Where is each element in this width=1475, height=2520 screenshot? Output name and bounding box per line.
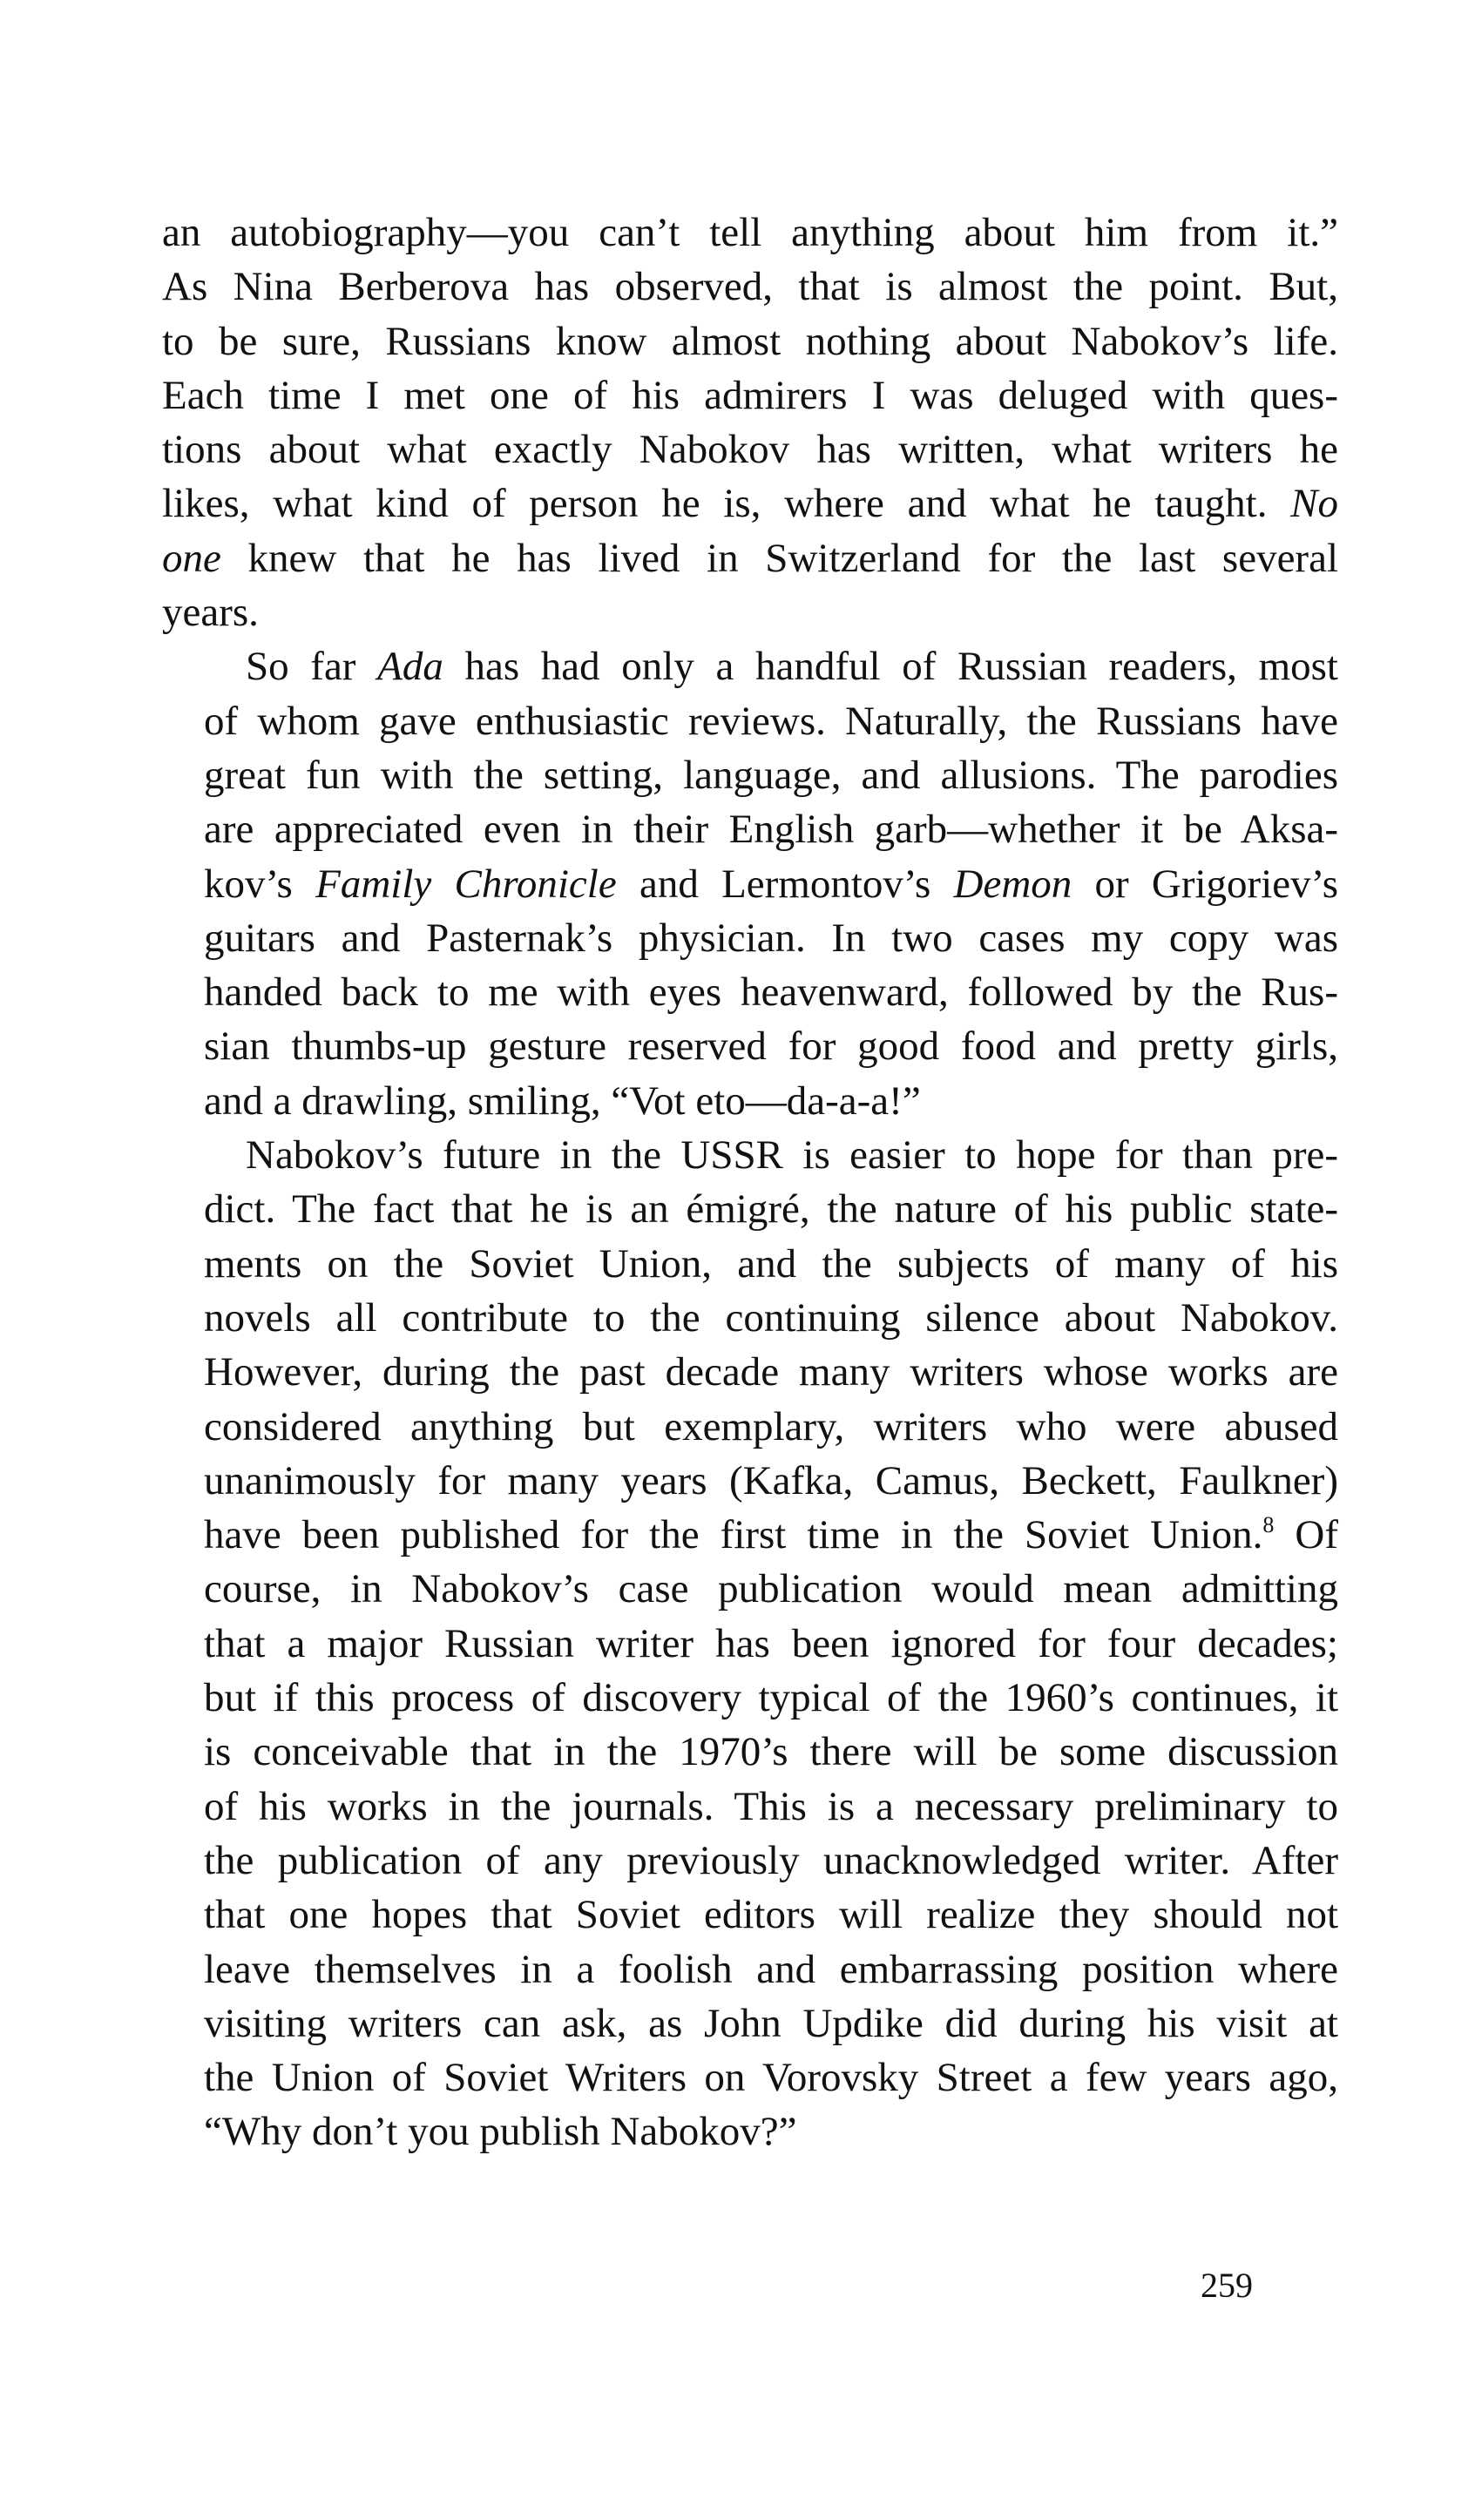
text-line (162, 748, 1338, 802)
text-run: an autobiography—you can’t tell anything about him from it.” (162, 210, 1338, 255)
text-run: novels all contribute to the continuing silence about Nabokov. (204, 1294, 1338, 1341)
text-line (162, 1182, 1338, 1236)
text-line (162, 476, 1338, 530)
text-line (162, 1780, 1338, 1834)
text-run: So far (246, 644, 378, 690)
text-run: sian thumbs-up gesture reserved for good food and pretty girls, (204, 1024, 1338, 1070)
text-run: are appreciated even in their English garb—whether it be Aksa- (204, 807, 1338, 853)
text-run: or Grigoriev’s (1072, 861, 1338, 907)
text-line (162, 857, 1338, 911)
paragraph (162, 639, 1338, 1128)
text-run: “Why don’t you publish Nabokov?” (204, 2109, 797, 2155)
text-line (162, 1074, 1338, 1128)
text-line (162, 1888, 1338, 1942)
text-run: great fun with the setting, language, and allusions. The parodies (204, 752, 1338, 798)
paragraph (162, 206, 1338, 639)
text-run: tions about what exactly Nabokov has written, what writers he (162, 427, 1338, 473)
text-line (162, 1237, 1338, 1291)
text-run: visiting writers can ask, as John Updike did during his visit at (204, 2000, 1338, 2046)
text-run: and Lermontov’s (616, 861, 954, 907)
text-line (162, 1291, 1338, 1345)
text-run: but if this process of discovery typical of the 1960’s continues, it (204, 1675, 1338, 1721)
text-run: the publication of any previously unacknowledged writer. After (204, 1837, 1338, 1883)
text-line (162, 1725, 1338, 1779)
text-line (162, 1834, 1338, 1888)
text-line (162, 2105, 1338, 2159)
italic-text: No (1290, 481, 1338, 527)
text-run: to be sure, Russians know almost nothing about Nabokov’s life. (162, 318, 1338, 364)
text-line (162, 1508, 1338, 1562)
text-run: years. (162, 590, 259, 636)
page-number: 259 (1201, 2266, 1253, 2305)
footnote-marker: 8 (1262, 1512, 1275, 1538)
paragraph (162, 1128, 1338, 2159)
text-line (162, 1454, 1338, 1508)
text-run: unanimously for many years (Kafka, Camus, Beckett, Faulkner) (204, 1457, 1338, 1503)
text-line (162, 531, 1338, 585)
text-line (162, 1617, 1338, 1671)
text-line (162, 206, 1338, 260)
text-line (162, 694, 1338, 748)
text-run: course, in Nabokov’s case publication would mean admitting (204, 1566, 1338, 1612)
body-text (162, 206, 1338, 2159)
text-line (162, 2050, 1338, 2105)
text-run: and a drawling, smiling, “Vot eto—da-a-a!” (204, 1078, 921, 1124)
text-run: has had only a handful of Russian readers, most (443, 644, 1338, 690)
text-run: that one hopes that Soviet editors will realize they should not (204, 1892, 1338, 1938)
italic-text: Family Chronicle (315, 861, 617, 907)
text-run: However, during the past decade many writers whose works are (204, 1349, 1338, 1395)
text-run: is conceivable that in the 1970’s there will be some discussion (204, 1729, 1338, 1775)
text-line (162, 1400, 1338, 1454)
text-run: have been published for the first time in the Soviet Union. (204, 1512, 1263, 1558)
text-line (162, 639, 1338, 693)
text-line (162, 802, 1338, 856)
text-run: knew that he has lived in Switzerland for the last several (220, 535, 1338, 581)
text-run: handed back to me with eyes heavenward, followed by the Rus- (204, 969, 1338, 1016)
text-run: dict. The fact that he is an émigré, the nature of his public state- (204, 1186, 1338, 1233)
text-line (162, 1019, 1338, 1073)
text-run: leave themselves in a foolish and embarrassing position where (204, 1946, 1338, 1992)
text-run: likes, what kind of person he is, where and what he taught. (162, 481, 1291, 527)
text-line (162, 1942, 1338, 1996)
text-run: guitars and Pasternak’s physician. In two cases my copy was (204, 915, 1338, 961)
text-line (162, 965, 1338, 1019)
text-run: ments on the Soviet Union, and the subjects of many of his (204, 1240, 1338, 1287)
text-run: Of (1274, 1512, 1339, 1558)
text-run: that a major Russian writer has been ignored for four decades; (204, 1620, 1338, 1666)
text-run: Nabokov’s future in the USSR is easier to hope for than pre- (246, 1132, 1338, 1179)
text-line (162, 260, 1338, 314)
text-run: kov’s (204, 861, 316, 907)
text-line (162, 1562, 1338, 1616)
text-line (162, 368, 1338, 422)
italic-text: Ada (377, 644, 443, 690)
text-line (162, 1128, 1338, 1182)
text-run: As Nina Berberova has observed, that is almost the point. But, (162, 264, 1338, 310)
text-run: Each time I met one of his admirers I was deluged with ques- (162, 372, 1338, 418)
text-line (162, 314, 1338, 368)
text-run: the Union of Soviet Writers on Vorovsky Street a few years ago, (204, 2055, 1338, 2101)
text-line (162, 911, 1338, 965)
text-line (162, 1345, 1338, 1399)
text-run: considered anything but exemplary, writers who were abused (204, 1403, 1338, 1449)
italic-text: one (162, 535, 221, 581)
text-line (162, 585, 1338, 639)
text-line (162, 1671, 1338, 1725)
text-line (162, 422, 1338, 476)
text-line (162, 1996, 1338, 2050)
text-run: of whom gave enthusiastic reviews. Naturally, the Russians have (204, 698, 1338, 744)
text-run: of his works in the journals. This is a necessary preliminary to (204, 1783, 1338, 1829)
italic-text: Demon (953, 861, 1072, 907)
